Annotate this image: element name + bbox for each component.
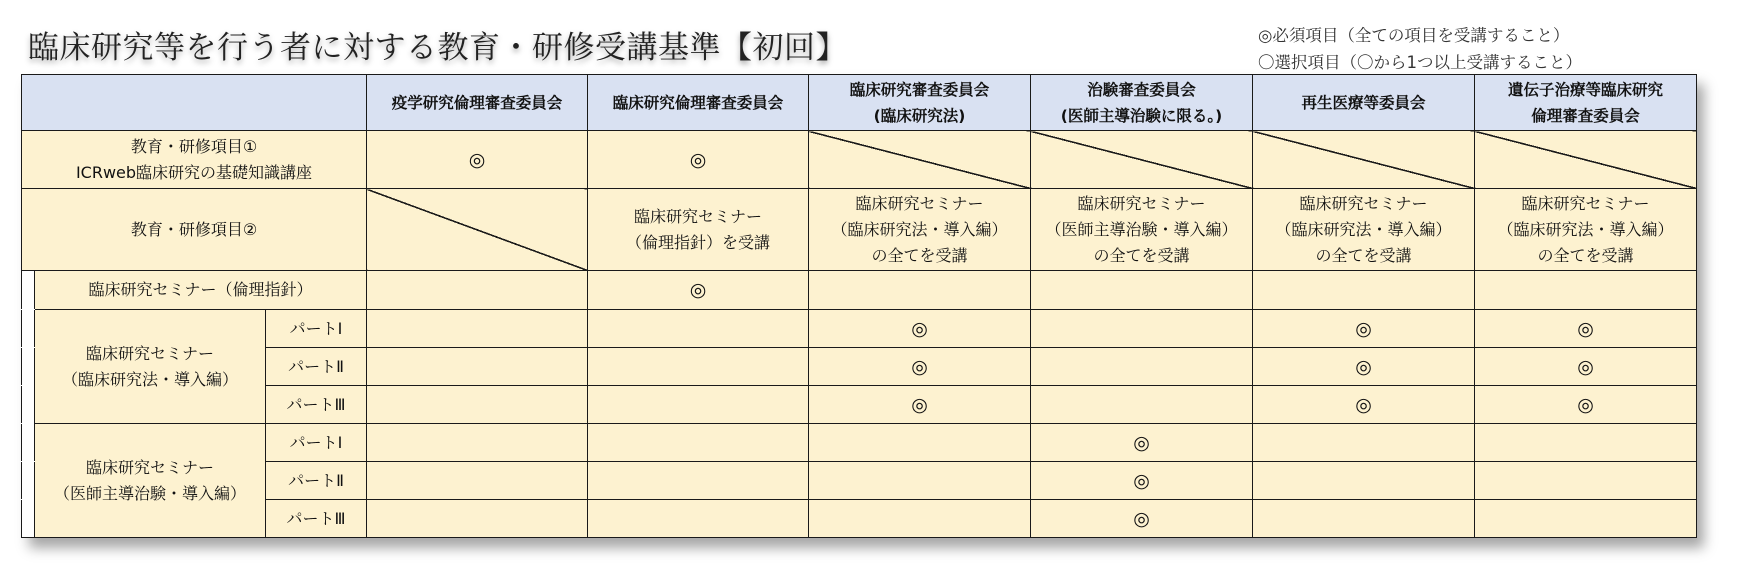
col-header-gene-therapy: 遺伝子治療等臨床研究 倫理審査委員会	[1475, 75, 1697, 131]
table-row	[22, 271, 1697, 310]
col-header-clinical-review: 臨床研究審査委員会 (臨床研究法)	[809, 75, 1031, 131]
table-cell	[367, 271, 588, 310]
table-cell: ◎	[809, 386, 1031, 424]
table-row	[22, 348, 1697, 386]
part-label: パートⅢ	[266, 500, 367, 538]
table-cell	[1031, 310, 1253, 348]
table-cell	[809, 271, 1031, 310]
table-cell	[367, 462, 588, 500]
table-row	[22, 189, 1697, 271]
col-header-regenerative: 再生医療等委員会	[1253, 75, 1475, 131]
indent-spacer	[22, 462, 35, 500]
table-row	[22, 424, 1697, 462]
table-row	[22, 386, 1697, 424]
table-cell	[367, 500, 588, 538]
table-cell: ◎	[588, 131, 809, 189]
row-label-clinical-law-seminar: 臨床研究セミナー （臨床研究法・導入編）	[35, 310, 266, 424]
table-cell	[588, 386, 809, 424]
col-header-clinical-ethics: 臨床研究倫理審査委員会	[588, 75, 809, 131]
table-cell: 臨床研究セミナー （臨床研究法・導入編） の全てを受講	[1475, 189, 1697, 271]
indent-spacer	[22, 271, 35, 310]
part-label: パートⅠ	[266, 424, 367, 462]
table-cell	[588, 424, 809, 462]
col-header-epidemiology: 疫学研究倫理審査委員会	[367, 75, 588, 131]
table-cell	[1031, 271, 1253, 310]
indent-spacer	[22, 310, 35, 348]
table-cell: ◎	[1253, 348, 1475, 386]
table-cell: ◎	[809, 310, 1031, 348]
table-cell	[1253, 424, 1475, 462]
part-label: パートⅡ	[266, 462, 367, 500]
indent-spacer	[22, 386, 35, 424]
not-applicable-cell	[1253, 131, 1475, 189]
table-cell: ◎	[1475, 310, 1697, 348]
row-label-investigator-trial-seminar: 臨床研究セミナー （医師主導治験・導入編）	[35, 424, 266, 538]
legend-optional: 〇選択項目（〇から1つ以上受講すること）	[1258, 53, 1582, 72]
table-cell: 臨床研究セミナー （倫理指針）を受講	[588, 189, 809, 271]
table-cell: ◎	[367, 131, 588, 189]
part-label: パートⅡ	[266, 348, 367, 386]
table-row	[22, 131, 1697, 189]
table-cell	[1031, 386, 1253, 424]
table-cell: ◎	[809, 348, 1031, 386]
indent-spacer	[22, 500, 35, 538]
legend-required: ◎必須項目（全ての項目を受講すること）	[1258, 26, 1570, 45]
table-cell: ◎	[1253, 386, 1475, 424]
not-applicable-cell	[809, 131, 1031, 189]
table-cell	[588, 500, 809, 538]
table-cell	[588, 348, 809, 386]
legend	[1258, 22, 1582, 76]
criteria-table-wrap	[21, 74, 1696, 538]
indent-spacer	[22, 348, 35, 386]
table-cell	[367, 348, 588, 386]
indent-spacer	[22, 424, 35, 462]
table-cell	[1475, 462, 1697, 500]
part-label: パートⅢ	[266, 386, 367, 424]
table-cell	[1475, 424, 1697, 462]
table-cell	[1475, 271, 1697, 310]
table-cell	[809, 462, 1031, 500]
table-cell: ◎	[1475, 386, 1697, 424]
col-header-trial-review: 治験審査委員会 (医師主導治験に限る。)	[1031, 75, 1253, 131]
table-cell	[809, 500, 1031, 538]
table-cell	[588, 310, 809, 348]
table-cell	[367, 386, 588, 424]
not-applicable-cell	[1475, 131, 1697, 189]
table-row	[22, 310, 1697, 348]
part-label: パートⅠ	[266, 310, 367, 348]
row-label-item2: 教育・研修項目②	[22, 189, 367, 271]
table-cell	[1253, 462, 1475, 500]
not-applicable-cell	[1031, 131, 1253, 189]
table-cell: 臨床研究セミナー （臨床研究法・導入編） の全てを受講	[809, 189, 1031, 271]
table-row	[22, 500, 1697, 538]
header-corner	[22, 75, 367, 131]
page-title: 臨床研究等を行う者に対する教育・研修受講基準【初回】	[28, 30, 847, 66]
table-cell	[809, 424, 1031, 462]
table-cell: ◎	[1031, 424, 1253, 462]
table-cell: 臨床研究セミナー （医師主導治験・導入編） の全てを受講	[1031, 189, 1253, 271]
header-row	[22, 75, 1697, 131]
table-cell	[1253, 500, 1475, 538]
table-cell: ◎	[588, 271, 809, 310]
table-cell: ◎	[1031, 500, 1253, 538]
table-cell: 臨床研究セミナー （臨床研究法・導入編） の全てを受講	[1253, 189, 1475, 271]
table-cell: ◎	[1475, 348, 1697, 386]
criteria-table	[21, 74, 1697, 538]
not-applicable-cell	[367, 189, 588, 271]
table-cell	[367, 424, 588, 462]
table-cell	[1031, 348, 1253, 386]
table-cell: ◎	[1253, 310, 1475, 348]
table-cell: ◎	[1031, 462, 1253, 500]
row-label-ethics-seminar: 臨床研究セミナー（倫理指針）	[35, 271, 367, 310]
table-cell	[367, 310, 588, 348]
table-row	[22, 462, 1697, 500]
row-label-item1: 教育・研修項目① ICRweb臨床研究の基礎知識講座	[22, 131, 367, 189]
table-cell	[1475, 500, 1697, 538]
table-cell	[1253, 271, 1475, 310]
table-cell	[588, 462, 809, 500]
